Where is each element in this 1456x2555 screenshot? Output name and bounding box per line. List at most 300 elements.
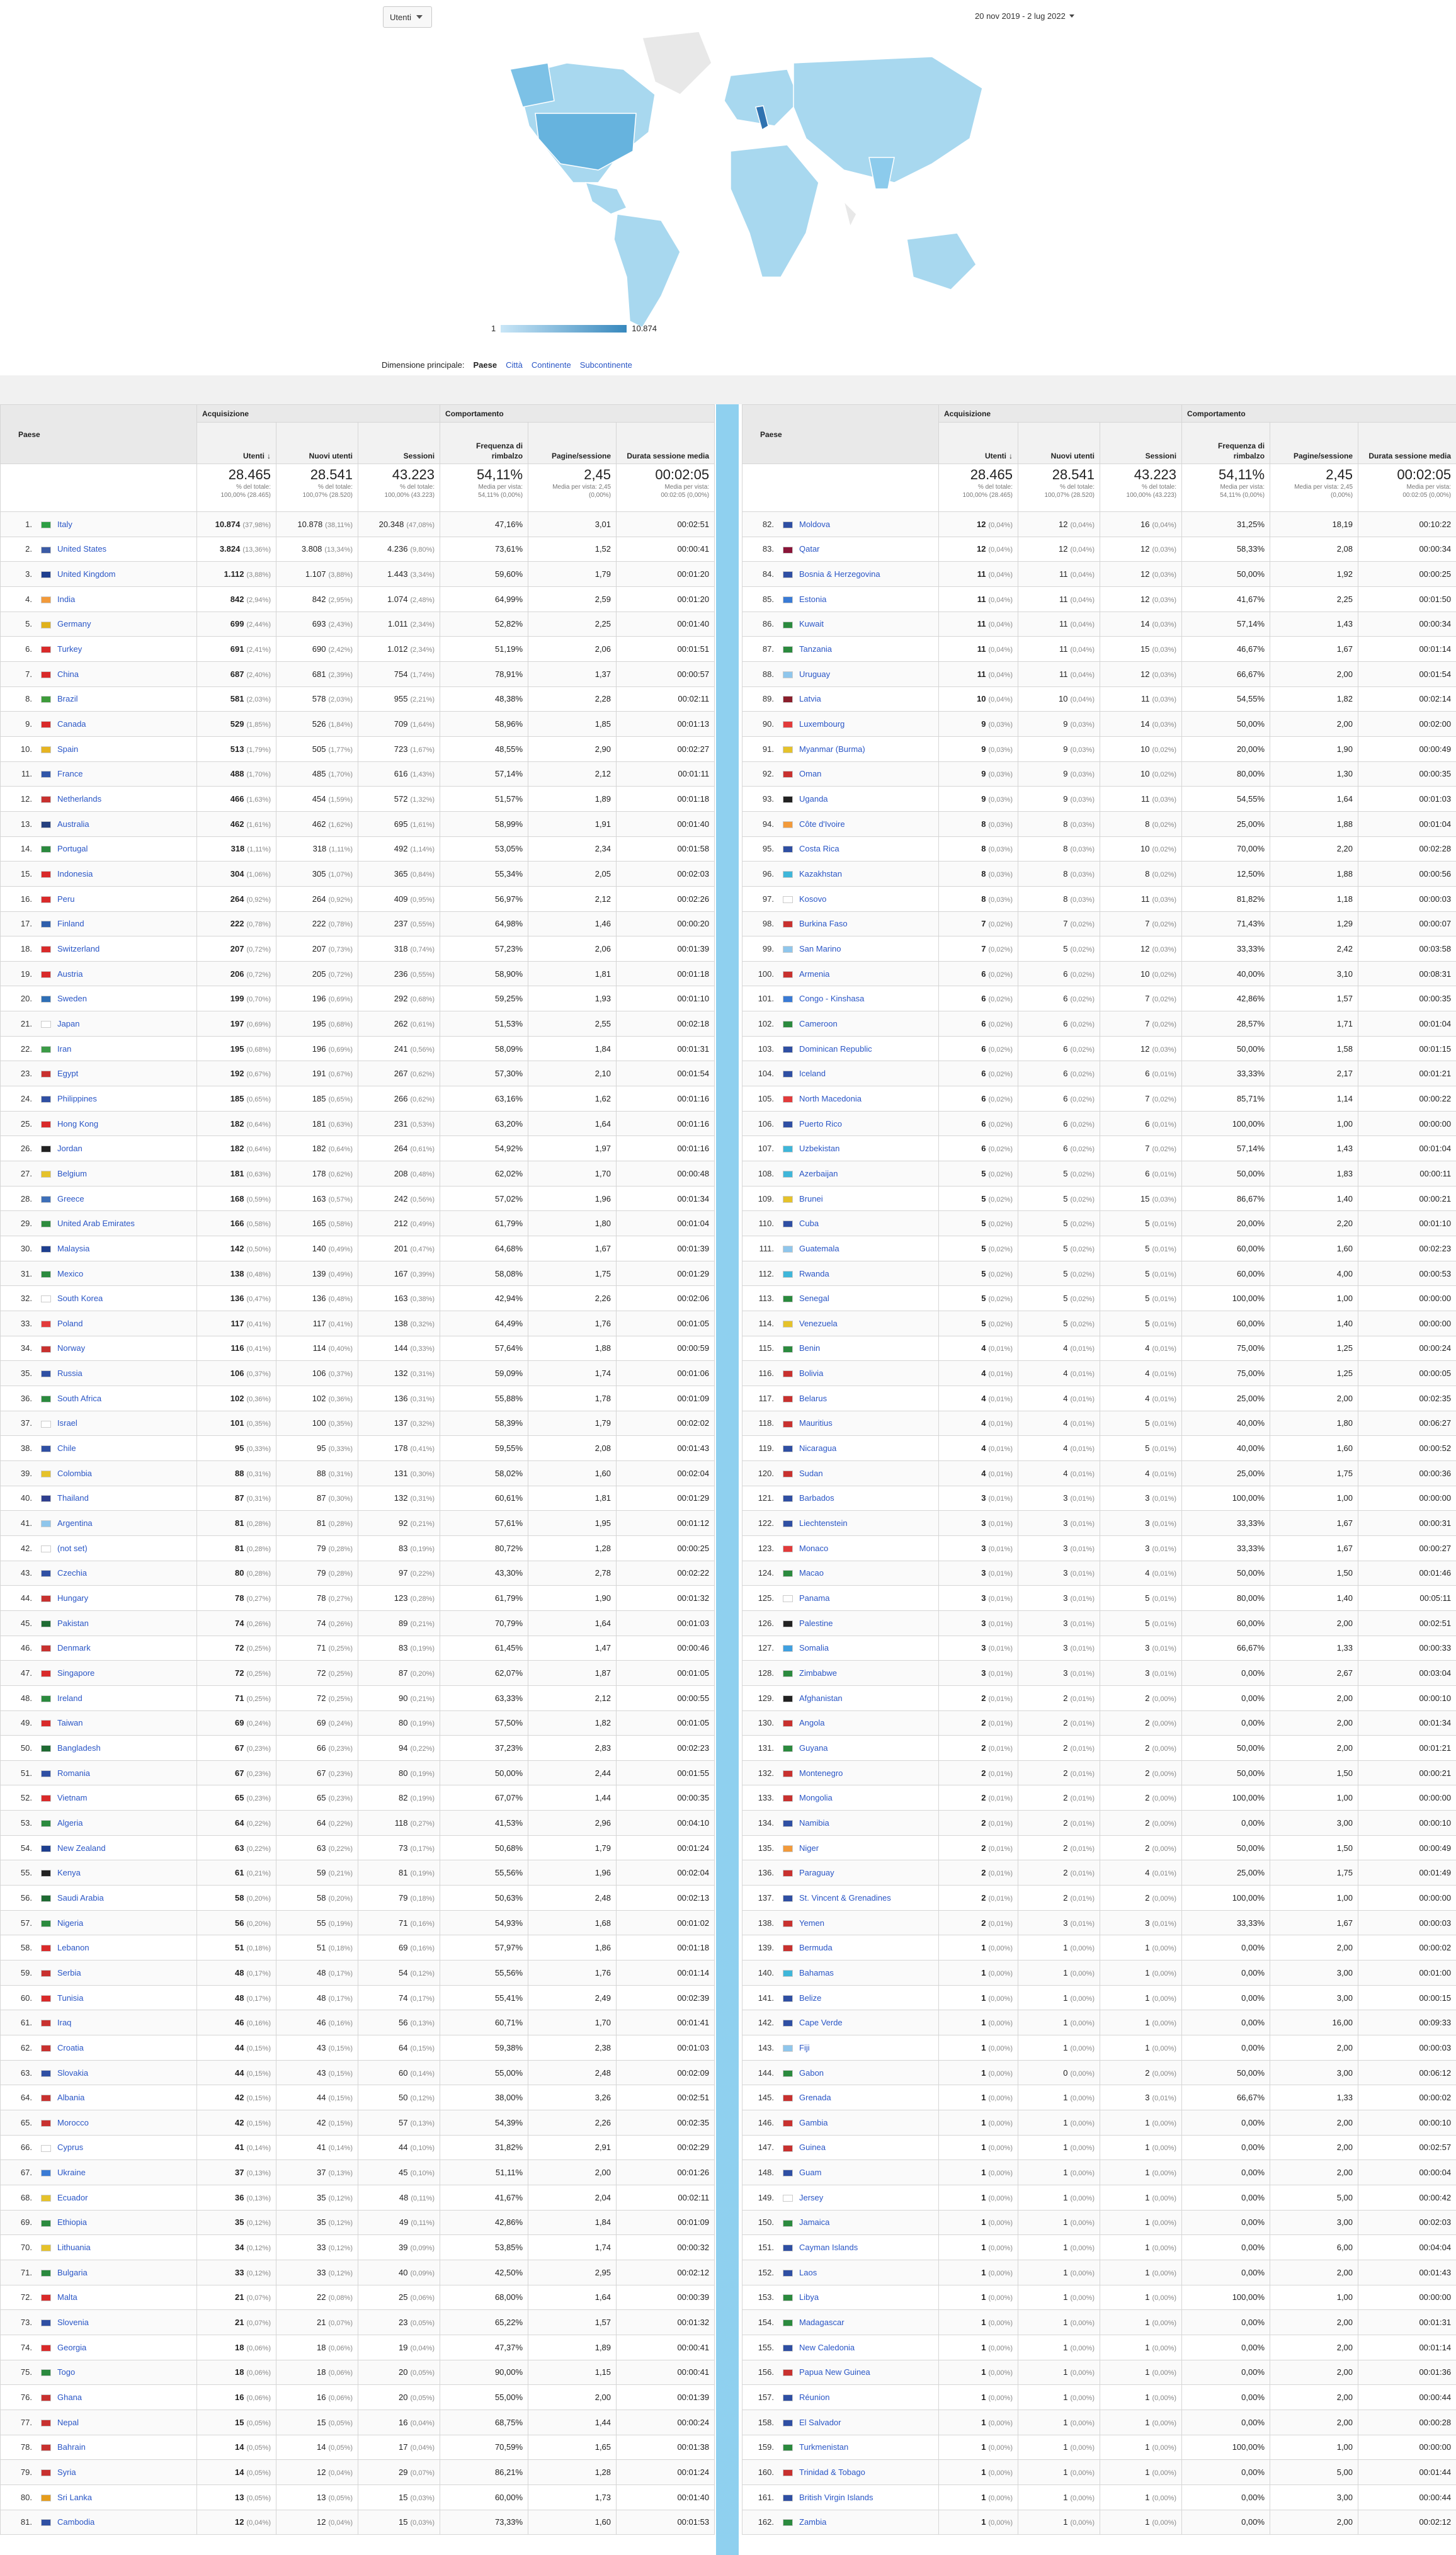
sessions-value: 5 xyxy=(1145,1318,1150,1328)
country-link[interactable]: New Caledonia xyxy=(799,2342,855,2352)
country-link[interactable]: Guatemala xyxy=(799,1243,839,1253)
country-link[interactable]: Tunisia xyxy=(57,1993,84,2003)
country-link[interactable]: Burkina Faso xyxy=(799,919,848,929)
country-cell xyxy=(1,2360,197,2385)
country-link[interactable]: Congo - Kinshasa xyxy=(799,994,865,1004)
country-link[interactable]: Lebanon xyxy=(57,1943,89,1953)
country-cell xyxy=(1,1985,197,2010)
country-link[interactable]: Afghanistan xyxy=(799,1693,843,1703)
country-link[interactable]: Monaco xyxy=(799,1543,829,1553)
bounce-rate-cell: 51,57% xyxy=(440,787,528,812)
country-link[interactable]: Portugal xyxy=(57,844,88,854)
country-link[interactable]: Côte d'Ivoire xyxy=(799,819,845,829)
avg-session-duration-column-header[interactable]: Durata sessione media xyxy=(1358,423,1456,464)
country-link[interactable]: Israel xyxy=(57,1418,77,1428)
new-users-value: 1 xyxy=(1063,2243,1068,2253)
country-link[interactable]: Gambia xyxy=(799,2117,828,2127)
country-link[interactable]: Kazakhstan xyxy=(799,869,842,879)
country-link[interactable]: Jordan xyxy=(57,1144,82,1154)
country-link[interactable]: Egypt xyxy=(57,1069,79,1079)
avg-duration-cell: 00:01:11 xyxy=(617,761,715,787)
country-link[interactable]: Bangladesh xyxy=(57,1743,101,1753)
country-link[interactable]: Vietnam xyxy=(57,1793,88,1803)
pages-per-session-cell: 2,59 xyxy=(528,586,617,612)
table-row xyxy=(742,1610,1456,1636)
country-link[interactable]: Belarus xyxy=(799,1393,828,1403)
bounce-rate-cell: 62,02% xyxy=(440,1161,528,1186)
country-link[interactable]: Malaysia xyxy=(57,1243,90,1253)
users-pct: (0,03%) xyxy=(988,746,1013,754)
users-value: 106 xyxy=(230,1369,244,1379)
country-link[interactable]: Moldova xyxy=(799,519,831,529)
country-link[interactable]: Uganda xyxy=(799,794,828,804)
country-link[interactable]: France xyxy=(57,769,83,779)
country-link[interactable]: Ghana xyxy=(57,2393,82,2403)
users-value: 1 xyxy=(981,2192,986,2202)
country-link[interactable]: Turkey xyxy=(57,644,82,654)
country-link[interactable]: (not set) xyxy=(57,1543,88,1553)
users-cell xyxy=(939,612,1018,637)
sessions-cell xyxy=(358,1311,440,1336)
country-link[interactable]: Slovakia xyxy=(57,2068,89,2078)
country-link[interactable]: Czechia xyxy=(57,1568,87,1578)
country-link[interactable]: Kenya xyxy=(57,1868,81,1878)
country-link[interactable]: Costa Rica xyxy=(799,844,839,854)
sessions-cell xyxy=(1100,2435,1182,2460)
sessions-pct: (1,74%) xyxy=(410,671,435,679)
new-users-value: 67 xyxy=(317,1768,326,1778)
bounce-rate-column-header[interactable]: Frequenza di rimbalzo xyxy=(440,423,528,464)
country-link[interactable]: Niger xyxy=(799,1843,819,1853)
country-link[interactable]: Bolivia xyxy=(799,1369,824,1379)
country-link[interactable]: Estonia xyxy=(799,594,827,604)
sessions-cell xyxy=(358,1286,440,1311)
sessions-value: 3 xyxy=(1145,1518,1150,1528)
avg-duration-cell: 00:00:31 xyxy=(1358,1511,1456,1536)
country-link[interactable]: Morocco xyxy=(57,2117,89,2127)
country-link[interactable]: Syria xyxy=(57,2467,76,2478)
country-cell xyxy=(742,2085,939,2110)
users-value: 1 xyxy=(981,2467,986,2478)
users-column-header[interactable]: Utenti ↓ xyxy=(197,423,276,464)
new-users-value: 12 xyxy=(317,2517,326,2527)
country-link[interactable]: Malta xyxy=(57,2292,77,2302)
new-users-value: 1 xyxy=(1063,2018,1068,2028)
country-link[interactable]: Norway xyxy=(57,1343,86,1353)
new-users-pct: (0,04%) xyxy=(328,2469,353,2478)
country-link[interactable]: Guam xyxy=(799,2168,822,2178)
country-link[interactable]: Montenegro xyxy=(799,1768,843,1778)
country-link[interactable]: Serbia xyxy=(57,1967,81,1977)
row-index: 87. xyxy=(762,644,774,654)
new-users-column-header[interactable]: Nuovi utenti xyxy=(1018,423,1100,464)
country-link[interactable]: Palestine xyxy=(799,1618,833,1628)
country-link[interactable]: Yemen xyxy=(799,1918,824,1928)
country-link[interactable]: Peru xyxy=(57,894,75,904)
country-link[interactable]: Bosnia & Herzegovina xyxy=(799,569,880,579)
sessions-cell xyxy=(358,1985,440,2010)
users-value: 3 xyxy=(981,1643,986,1653)
country-link[interactable]: Jersey xyxy=(799,2192,824,2202)
pages-per-session-column-header[interactable]: Pagine/sessione xyxy=(528,423,617,464)
country-link[interactable]: Australia xyxy=(57,819,89,829)
new-users-cell xyxy=(276,1211,358,1236)
bounce-rate-cell: 57,14% xyxy=(440,761,528,787)
new-users-cell xyxy=(1018,1661,1100,1686)
country-link[interactable]: Armenia xyxy=(799,969,830,979)
country-link[interactable]: Bahamas xyxy=(799,1967,834,1977)
country-link[interactable]: Greece xyxy=(57,1193,84,1204)
users-pct: (0,02%) xyxy=(988,1195,1013,1204)
pages-per-session-cell: 2,00 xyxy=(1270,2160,1358,2185)
row-index: 143. xyxy=(758,2042,774,2052)
new-users-cell xyxy=(1018,1036,1100,1061)
sessions-pct: (0,07%) xyxy=(410,2469,435,2478)
country-link[interactable]: Cyprus xyxy=(57,2142,84,2153)
country-link[interactable]: Togo xyxy=(57,2367,76,2377)
country-link[interactable]: North Macedonia xyxy=(799,1093,862,1103)
country-link[interactable]: Gabon xyxy=(799,2068,824,2078)
country-link[interactable]: St. Vincent & Grenadines xyxy=(799,1892,891,1903)
bounce-rate-cell: 20,00% xyxy=(1182,1211,1270,1236)
new-users-cell xyxy=(276,1086,358,1112)
users-value: 46 xyxy=(235,2018,244,2028)
sessions-cell xyxy=(358,1460,440,1486)
table-row xyxy=(1,2285,715,2310)
country-link[interactable]: Finland xyxy=(57,919,84,929)
avg-duration-cell: 00:00:59 xyxy=(617,1336,715,1361)
country-link[interactable]: Sudan xyxy=(799,1468,823,1478)
row-index: 138. xyxy=(758,1918,774,1928)
new-users-value: 69 xyxy=(317,1718,326,1728)
country-link[interactable]: Benin xyxy=(799,1343,821,1353)
country-link[interactable]: Luxembourg xyxy=(799,719,845,729)
flag-icon xyxy=(783,2519,793,2526)
country-link[interactable]: Austria xyxy=(57,969,83,979)
country-link[interactable]: Ethiopia xyxy=(57,2217,87,2228)
new-users-cell xyxy=(276,1061,358,1086)
country-link[interactable]: Mexico xyxy=(57,1268,84,1278)
country-link[interactable]: Madagascar xyxy=(799,2318,845,2328)
country-link[interactable]: Colombia xyxy=(57,1468,92,1478)
new-users-cell xyxy=(1018,1136,1100,1161)
country-link[interactable]: Tanzania xyxy=(799,644,833,654)
new-users-cell xyxy=(1018,1910,1100,1935)
country-link[interactable]: Argentina xyxy=(57,1518,93,1528)
bounce-rate-cell: 50,68% xyxy=(440,1835,528,1860)
users-column-header[interactable]: Utenti ↓ xyxy=(939,423,1018,464)
country-link[interactable]: Thailand xyxy=(57,1493,89,1503)
country-link[interactable]: Qatar xyxy=(799,544,820,554)
sessions-cell xyxy=(358,2335,440,2360)
country-link[interactable]: South Africa xyxy=(57,1393,102,1403)
row-index: 6. xyxy=(25,644,32,654)
country-link[interactable]: Rwanda xyxy=(799,1268,829,1278)
table-row xyxy=(1,2260,715,2285)
country-link[interactable]: Réunion xyxy=(799,2393,830,2403)
country-link[interactable]: Canada xyxy=(57,719,86,729)
country-link[interactable]: Azerbaijan xyxy=(799,1168,838,1178)
avg-duration-cell: 00:00:00 xyxy=(1358,1785,1456,1811)
country-link[interactable]: Belize xyxy=(799,1993,822,2003)
country-link[interactable]: Cameroon xyxy=(799,1018,838,1028)
dimension-subcontinent-link[interactable]: Subcontinente xyxy=(579,360,632,370)
sessions-value: 572 xyxy=(394,794,408,804)
sessions-pct: (1,43%) xyxy=(410,771,435,779)
sessions-cell xyxy=(1100,1460,1182,1486)
country-link[interactable]: Bermuda xyxy=(799,1943,833,1953)
sessions-column-header[interactable]: Sessioni xyxy=(1100,423,1182,464)
country-link[interactable]: Zambia xyxy=(799,2517,827,2527)
country-link[interactable]: Italy xyxy=(57,519,72,529)
users-pct: (0,04%) xyxy=(988,596,1013,604)
country-link[interactable]: Germany xyxy=(57,619,91,629)
country-link[interactable]: Uzbekistan xyxy=(799,1144,840,1154)
country-link[interactable]: Netherlands xyxy=(57,794,102,804)
country-link[interactable]: Puerto Rico xyxy=(799,1118,842,1129)
country-cell xyxy=(742,1436,939,1461)
country-link[interactable]: Saudi Arabia xyxy=(57,1892,104,1903)
sessions-value: 266 xyxy=(394,1093,408,1103)
country-link[interactable]: Papua New Guinea xyxy=(799,2367,870,2377)
pages-per-session-cell: 1,79 xyxy=(528,562,617,587)
country-link[interactable]: Cambodia xyxy=(57,2517,95,2527)
sessions-cell xyxy=(1100,2210,1182,2235)
bounce-rate-column-header[interactable]: Frequenza di rimbalzo xyxy=(1182,423,1270,464)
country-link[interactable]: China xyxy=(57,669,79,679)
sessions-value: 754 xyxy=(394,669,408,679)
users-value: 14 xyxy=(235,2442,244,2452)
country-link[interactable]: Laos xyxy=(799,2267,817,2277)
country-link[interactable]: Iceland xyxy=(799,1069,826,1079)
country-link[interactable]: Kosovo xyxy=(799,894,827,904)
country-link[interactable]: Senegal xyxy=(799,1294,829,1304)
users-value: 5 xyxy=(981,1193,986,1204)
users-cell xyxy=(197,1086,276,1112)
country-link[interactable]: Switzerland xyxy=(57,943,100,953)
country-link[interactable]: Brazil xyxy=(57,694,78,704)
country-link[interactable]: El Salvador xyxy=(799,2417,841,2427)
world-map[interactable] xyxy=(491,25,1001,340)
country-link[interactable]: Philippines xyxy=(57,1093,97,1103)
avg-duration-cell: 00:00:35 xyxy=(617,1785,715,1811)
country-cell xyxy=(742,1561,939,1586)
country-link[interactable]: Singapore xyxy=(57,1668,95,1678)
new-users-cell xyxy=(276,2484,358,2510)
country-cell xyxy=(1,1186,197,1211)
users-cell xyxy=(939,512,1018,537)
country-link[interactable]: Nepal xyxy=(57,2417,79,2427)
sessions-cell xyxy=(1100,1636,1182,1661)
country-link[interactable]: Uruguay xyxy=(799,669,831,679)
sessions-cell xyxy=(1100,1386,1182,1411)
country-link[interactable]: Sweden xyxy=(57,994,87,1004)
date-range-picker[interactable] xyxy=(975,11,1074,21)
country-link[interactable]: Cape Verde xyxy=(799,2018,843,2028)
country-link[interactable]: Sri Lanka xyxy=(57,2492,92,2502)
avg-duration-cell: 00:01:09 xyxy=(617,2210,715,2235)
new-users-cell xyxy=(1018,1236,1100,1261)
country-link[interactable]: Nicaragua xyxy=(799,1443,837,1454)
users-cell xyxy=(197,1436,276,1461)
pages-per-session-cell: 2,26 xyxy=(528,2110,617,2136)
sessions-cell xyxy=(358,811,440,836)
country-link[interactable]: Ukraine xyxy=(57,2168,86,2178)
bounce-rate-cell: 58,99% xyxy=(440,811,528,836)
country-link[interactable]: Poland xyxy=(57,1318,83,1328)
country-link[interactable]: San Marino xyxy=(799,943,841,953)
country-link[interactable]: Croatia xyxy=(57,2042,84,2052)
country-link[interactable]: Guinea xyxy=(799,2142,826,2153)
country-link[interactable]: Panama xyxy=(799,1593,830,1603)
country-link[interactable]: Cuba xyxy=(799,1219,819,1229)
country-link[interactable]: United States xyxy=(57,544,107,554)
country-link[interactable]: Angola xyxy=(799,1718,825,1728)
country-link[interactable]: Cayman Islands xyxy=(799,2243,858,2253)
country-link[interactable]: Georgia xyxy=(57,2342,87,2352)
country-link[interactable]: Guyana xyxy=(799,1743,828,1753)
row-index: 85. xyxy=(762,594,774,604)
country-cell xyxy=(1,1511,197,1536)
sessions-pct: (0,61%) xyxy=(410,1020,435,1028)
country-link[interactable]: Ireland xyxy=(57,1693,82,1703)
country-link[interactable]: Liechtenstein xyxy=(799,1518,848,1528)
country-link[interactable]: Barbados xyxy=(799,1493,834,1503)
new-users-value: 6 xyxy=(1063,1044,1068,1054)
sessions-pct: (0,00%) xyxy=(1152,1945,1177,1953)
table-row xyxy=(1,1661,715,1686)
country-cell xyxy=(742,1186,939,1211)
country-link[interactable]: Trinidad & Tobago xyxy=(799,2467,865,2478)
pages-per-session-column-header[interactable]: Pagine/sessione xyxy=(1270,423,1358,464)
country-link[interactable]: Russia xyxy=(57,1369,82,1379)
country-link[interactable]: India xyxy=(57,594,76,604)
bounce-rate-cell: 58,90% xyxy=(440,961,528,986)
country-link[interactable]: Albania xyxy=(57,2093,85,2103)
country-link[interactable]: Hong Kong xyxy=(57,1118,99,1129)
total-bounce-rate: 54,11% Media per vista: 54,11% (0,00%) xyxy=(440,464,528,512)
country-cell xyxy=(1,836,197,862)
flag-icon xyxy=(41,1920,51,1927)
country-link[interactable]: Venezuela xyxy=(799,1318,838,1328)
country-link[interactable]: Romania xyxy=(57,1768,91,1778)
country-link[interactable]: Taiwan xyxy=(57,1718,83,1728)
country-link[interactable]: Denmark xyxy=(57,1643,91,1653)
new-users-value: 9 xyxy=(1063,744,1068,754)
dimension-continent-link[interactable]: Continente xyxy=(531,360,571,370)
country-link[interactable]: Slovenia xyxy=(57,2318,89,2328)
users-value: 1 xyxy=(981,2042,986,2052)
country-link[interactable]: Paraguay xyxy=(799,1868,834,1878)
country-link[interactable]: Bahrain xyxy=(57,2442,86,2452)
country-cell xyxy=(742,986,939,1011)
country-cell xyxy=(1,936,197,962)
bounce-rate-cell: 80,00% xyxy=(1182,1586,1270,1611)
country-link[interactable]: Ecuador xyxy=(57,2192,88,2202)
sessions-cell xyxy=(358,2260,440,2285)
country-link[interactable]: Fiji xyxy=(799,2042,810,2052)
country-link[interactable]: Indonesia xyxy=(57,869,93,879)
country-link[interactable]: Lithuania xyxy=(57,2243,91,2253)
country-link[interactable]: Pakistan xyxy=(57,1618,89,1628)
avg-session-duration-column-header[interactable]: Durata sessione media xyxy=(617,423,715,464)
country-header[interactable]: Paese xyxy=(1,405,197,464)
new-users-cell xyxy=(1018,862,1100,887)
country-header[interactable]: Paese xyxy=(742,405,939,464)
country-link[interactable]: Hungary xyxy=(57,1593,89,1603)
country-link[interactable]: Grenada xyxy=(799,2093,831,2103)
sessions-pct: (0,01%) xyxy=(1152,1120,1177,1129)
dimension-city-link[interactable]: Città xyxy=(506,360,523,370)
bounce-rate-cell: 50,00% xyxy=(1182,1760,1270,1785)
country-link[interactable]: Spain xyxy=(57,744,79,754)
country-link[interactable]: Belgium xyxy=(57,1168,87,1178)
country-cell xyxy=(1,2510,197,2535)
country-link[interactable]: Bulgaria xyxy=(57,2267,88,2277)
country-link[interactable]: Turkmenistan xyxy=(799,2442,849,2452)
country-link[interactable]: Nigeria xyxy=(57,1918,84,1928)
country-link[interactable]: Zimbabwe xyxy=(799,1668,837,1678)
country-link[interactable]: Japan xyxy=(57,1018,80,1028)
new-users-value: 72 xyxy=(317,1668,326,1678)
country-link[interactable]: Macao xyxy=(799,1568,824,1578)
country-link[interactable]: Brunei xyxy=(799,1193,823,1204)
country-cell xyxy=(1,1535,197,1561)
sessions-cell xyxy=(1100,1960,1182,1986)
pages-per-session-cell: 2,00 xyxy=(1270,1710,1358,1736)
country-link[interactable]: British Virgin Islands xyxy=(799,2492,873,2502)
new-users-cell xyxy=(276,2260,358,2285)
new-users-value: 5 xyxy=(1063,1168,1068,1178)
country-link[interactable]: United Kingdom xyxy=(57,569,116,579)
country-link[interactable]: Dominican Republic xyxy=(799,1044,872,1054)
pages-per-session-cell: 1,40 xyxy=(1270,1186,1358,1211)
pages-per-session-cell: 1,80 xyxy=(1270,1411,1358,1436)
country-link[interactable]: Kuwait xyxy=(799,619,824,629)
country-link[interactable]: Somalia xyxy=(799,1643,829,1653)
country-link[interactable]: Latvia xyxy=(799,694,821,704)
table-panel-right xyxy=(742,404,1456,2535)
users-pct: (0,02%) xyxy=(988,1245,1013,1253)
country-link[interactable]: Iran xyxy=(57,1044,72,1054)
users-value: 3 xyxy=(981,1593,986,1603)
new-users-column-header[interactable]: Nuovi utenti xyxy=(276,423,358,464)
sessions-column-header[interactable]: Sessioni xyxy=(358,423,440,464)
new-users-pct: (0,18%) xyxy=(328,1945,353,1953)
country-link[interactable]: Mauritius xyxy=(799,1418,833,1428)
country-link[interactable]: Algeria xyxy=(57,1818,83,1828)
sessions-pct: (0,00%) xyxy=(1152,1795,1177,1803)
country-link[interactable]: United Arab Emirates xyxy=(57,1219,135,1229)
country-link[interactable]: South Korea xyxy=(57,1294,103,1304)
sessions-value: 1 xyxy=(1145,2318,1150,2328)
users-value: 1 xyxy=(981,2117,986,2127)
pages-per-session-cell: 1,60 xyxy=(1270,1436,1358,1461)
country-link[interactable]: Chile xyxy=(57,1443,76,1454)
new-users-value: 14 xyxy=(317,2442,326,2452)
country-link[interactable]: Oman xyxy=(799,769,822,779)
country-link[interactable]: Libya xyxy=(799,2292,819,2302)
country-link[interactable]: Iraq xyxy=(57,2018,72,2028)
country-link[interactable]: New Zealand xyxy=(57,1843,106,1853)
country-link[interactable]: Namibia xyxy=(799,1818,829,1828)
pages-per-session-cell: 2,91 xyxy=(528,2135,617,2160)
country-link[interactable]: Jamaica xyxy=(799,2217,830,2228)
metric-dropdown[interactable] xyxy=(383,6,432,28)
country-link[interactable]: Myanmar (Burma) xyxy=(799,744,865,754)
country-link[interactable]: Mongolia xyxy=(799,1793,833,1803)
row-index: 84. xyxy=(762,569,774,579)
